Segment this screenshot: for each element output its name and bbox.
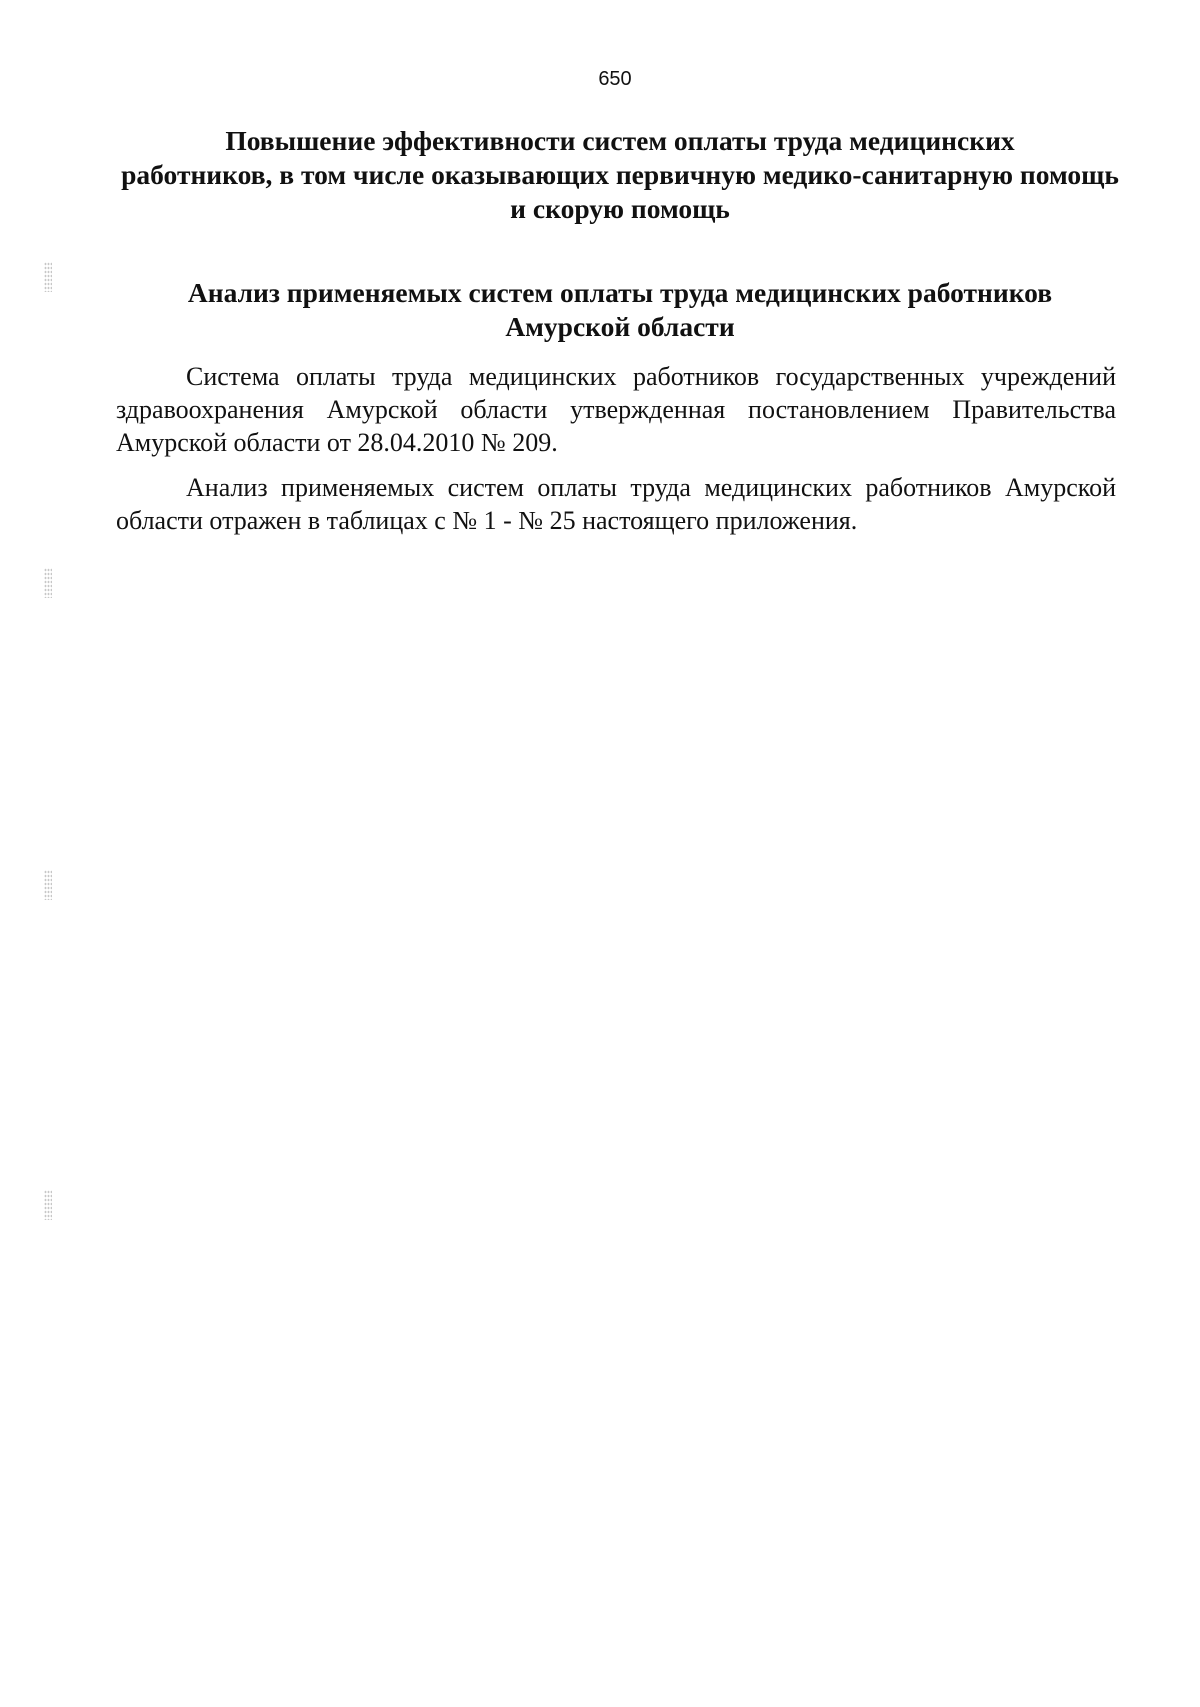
document-title-line-1: Повышение эффективности систем оплаты труда медицинских bbox=[225, 125, 1015, 156]
section-heading-line-2: Амурской области bbox=[505, 311, 735, 342]
section-heading bbox=[110, 276, 1130, 344]
body-paragraph-1: Система оплаты труда медицинских работников государственных учреждений здравоохранения Амурской области утвержденная постановлением Правительства Амурской области от 28.04.2010 № 209. bbox=[116, 362, 1116, 457]
body-paragraph-2: Анализ применяемых систем оплаты труда медицинских работников Амурской области отражен в таблицах с № 1 - № 25 настоящего приложения. bbox=[116, 473, 1116, 535]
scan-speck bbox=[44, 870, 52, 900]
body-text bbox=[116, 360, 1116, 537]
scan-speck bbox=[44, 262, 52, 292]
scan-artifacts bbox=[44, 0, 64, 1707]
document-title-line-2: работников, в том числе оказывающих первичную медико-санитарную помощь bbox=[121, 159, 1119, 190]
page-number: 650 bbox=[598, 68, 632, 90]
document-title bbox=[110, 124, 1130, 226]
section-heading-line-1: Анализ применяемых систем оплаты труда медицинских работников bbox=[187, 277, 1053, 308]
document-title-line-3: и скорую помощь bbox=[510, 193, 730, 224]
scan-speck bbox=[44, 1190, 52, 1220]
scan-speck bbox=[44, 568, 52, 598]
